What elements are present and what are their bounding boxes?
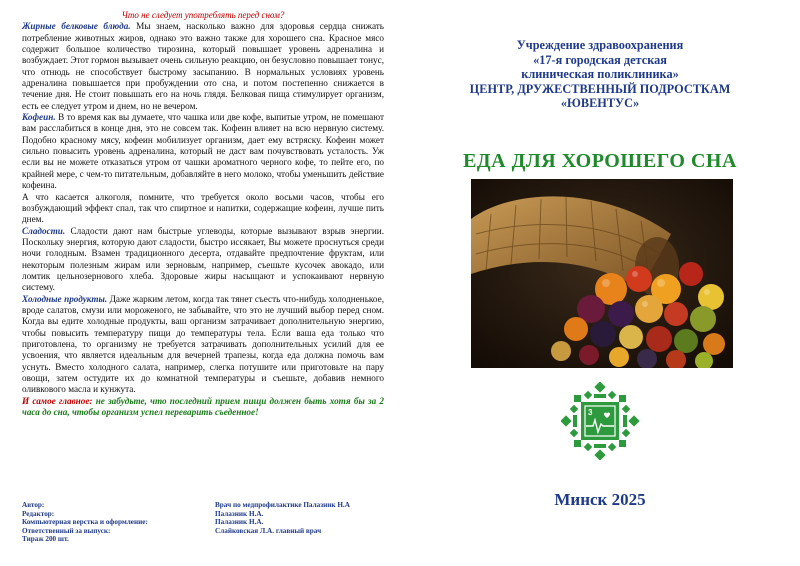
paragraph-lead: Кофеин.: [22, 112, 56, 123]
paragraph-caffeine: [22, 112, 384, 191]
paragraph-cold-food: [22, 294, 384, 396]
credit-label: Автор:: [22, 501, 45, 509]
credit-row: [22, 518, 384, 527]
credit-row: [22, 527, 384, 536]
ornament-logo-icon: [561, 382, 639, 460]
credit-value: [215, 535, 384, 544]
paragraph-warning: [22, 396, 384, 419]
institution-block: [420, 38, 780, 111]
credit-row: [22, 535, 384, 544]
credit-row: [22, 501, 384, 510]
institution-line: клиническая поликлиника»: [521, 67, 679, 82]
credit-value: Слайковская Л.А. главный врач: [215, 526, 322, 535]
paragraph-text: Сладости дают нам быстрые углеводы, которые вызывают взрыв энергии. Поскольку энергия, которую дают сладости, быстро иссякает, Вы можете проснуться среди ночи голодным. Взамен традиционного десерта, отдавайте предпочтение фруктам, или некоторым полезным жирам или зерновым, например, съешьте кусочек авокадо, или ломтик цельнозернового хлеба. Здоровые жиры насыщают и успокаивают нервную систему.: [22, 225, 384, 293]
paragraph-lead: Сладости.: [22, 225, 66, 236]
section-heading: Что не следует употреблять перед сном?: [121, 10, 285, 20]
credit-label: Тираж 200 шт.: [22, 535, 69, 544]
credit-value: Палазник Н.А.: [215, 518, 264, 527]
paragraph-text: Мы знаем, насколько важно для здоровья сердца снижать потребление животных жиров, однако это важно также для хорошего сна. Красное мясо содержит большое количество тирозина, который повышает уровень адреналина и возбуждает. Этот гормон вызывает очень сильную реакцию, он безусловно повышает тонус, что отнюдь не способствует быстрому засыпанию. В нормальных условиях уровень адреналина повышается при пробуждении ото сна, и потом постепенно снижается в течение дня. Не стоит повышать его на ночь глядя. Белковая пища стимулирует организм, есть ее следует утром и днем, но не вечером.: [22, 21, 384, 111]
clinic-logo: [561, 382, 639, 460]
paragraph-text: В то время как вы думаете, что чашка или две кофе, выпитые утром, не помешают вам расслабиться в конце дня, это не совсем так. Кофеин влияет на всю нервную систему. Подобно красному мясу, кофеин мобилизует организм, дает ему встряску. Кофеин может сильно повысить уровень адреналина, который не даст вам почувствовать усталость. Уж если вы не можете отказаться утром от чашки ароматного черного кофе, то пейте его, по крайней мере, с чем-то питательным, добавляйте в него молоко, чтобы уменьшить действие кофеина.: [22, 112, 384, 191]
credit-label: Редактор:: [22, 509, 55, 518]
warning-text: не забудьте, что последний прием пищи должен быть хотя бы за 2 часа до сна, чтобы организм успел переварить съеденное!: [22, 395, 385, 418]
paragraph-lead: Холодные продукты.: [22, 293, 108, 304]
institution-line: «ЮВЕНТУС»: [560, 96, 640, 111]
paragraph-fatty-protein: [22, 21, 384, 112]
paragraph-lead: Жирные белковые блюда.: [22, 21, 131, 32]
paragraph-text: Даже жарким летом, когда так тянет съесть что-нибудь холодненькое, вроде салатов, смузи или мороженого, не забывайте, что это не лучший выбор перед сном. Когда вы едите холодные продукты, ваш организм затрачивает дополнительную энергию, чтобы повысить температуру пищи до температуры тела. Если ваша еда только что приготовлена, то организму не требуется затрачивать дополнительных усилий для ее усвоения, что является идеальным для вечерней трапезы, когда еда должна помочь вам уснуть. Вместо холодного салата, например, слегка потушите или приготовьте на пару овощи, затем остудите их до комнатной температуры и съешьте, добавив немного оливкового масла и кунжута.: [22, 293, 384, 395]
cornucopia-illustration: [471, 179, 733, 368]
logo-number: 3: [588, 408, 593, 417]
credits: [22, 501, 384, 544]
institution-line: ЦЕНТР, ДРУЖЕСТВЕННЫЙ ПОДРОСТКАМ: [469, 81, 731, 96]
credit-label: Ответственный за выпуск:: [22, 526, 111, 535]
credit-label: Компьютерная верстка и оформление:: [22, 518, 148, 527]
city-year: Минск 2025: [554, 490, 646, 509]
cover-page: [420, 0, 800, 566]
credit-value: Палазник Н.А.: [215, 509, 264, 518]
paragraph-sweets: [22, 226, 384, 294]
credit-value: Врач по медпрофилактике Палазник Н.А: [215, 501, 350, 509]
warning-lead: И самое главное:: [22, 395, 93, 406]
institution-line: Учреждение здравоохранения: [516, 38, 684, 52]
paragraph-alcohol: А что касается алкоголя, помните, что требуется около восьми часов, чтобы его возбуждающий эффект спал, так что спиртное и напитки, содержащие кофеин, лучше пить днем.: [22, 191, 384, 225]
institution-line: «17-я городская детская: [533, 52, 667, 67]
credit-row: [22, 510, 384, 519]
cornucopia-photo: [471, 179, 733, 368]
brochure-title: ЕДА ДЛЯ ХОРОШЕГО СНА: [463, 150, 737, 172]
left-page: [22, 10, 384, 418]
